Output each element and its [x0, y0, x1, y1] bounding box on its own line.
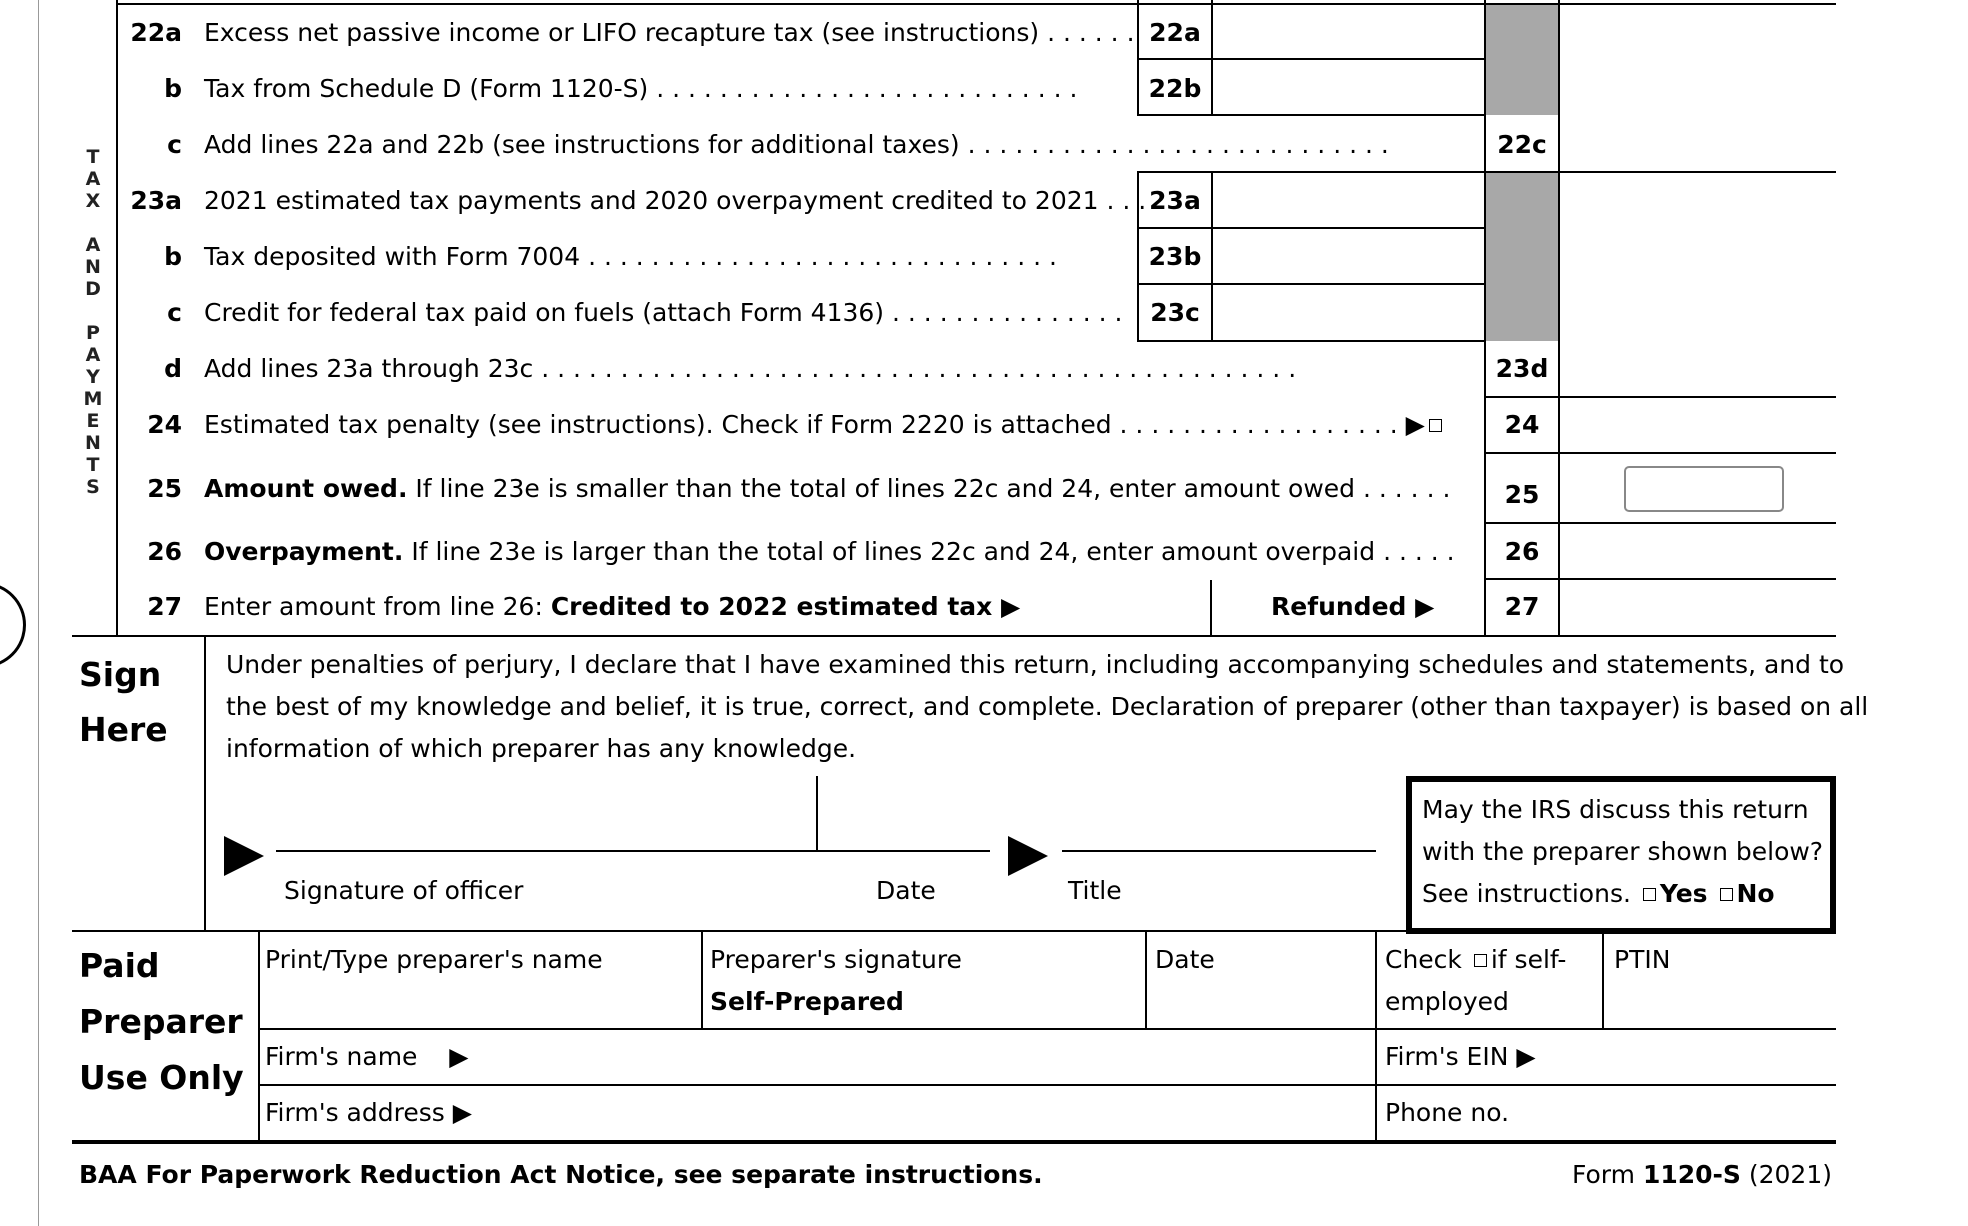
line-23c-text: Credit for federal tax paid on fuels (attach Form 4136) . . . . . . . . . . . . . . . — [204, 298, 1123, 327]
signature-line[interactable] — [276, 850, 990, 852]
firm-ein-label: Firm's EIN ▶ — [1385, 1042, 1536, 1071]
box-label-22a: 22a — [1149, 18, 1201, 47]
preparer-name-field[interactable] — [262, 980, 698, 1024]
box-label-23d: 23d — [1495, 354, 1549, 383]
line-23b-text: Tax deposited with Form 7004 . . . . . . . . . . . . . . . . . . . . . . . . . . . . . . — [204, 242, 1057, 271]
footer-form-id: Form 1120-S (2021) — [1572, 1160, 1832, 1189]
refunded-left-rule — [1210, 580, 1212, 636]
irs-discuss-line: See instructions. Yes No — [1422, 879, 1775, 908]
amount-field-23b[interactable] — [1213, 229, 1484, 282]
form-2220-checkbox[interactable] — [1429, 419, 1442, 432]
preparer-row-rule — [258, 1084, 1836, 1086]
line-number: c — [167, 130, 182, 159]
firm-name-label: Firm's name ▶ — [265, 1042, 469, 1071]
preparer-title-1: Paid — [79, 946, 160, 985]
amount-field-23d[interactable] — [1560, 342, 1836, 395]
amount-field-22c[interactable] — [1560, 116, 1836, 170]
preparer-row-rule — [258, 1028, 1836, 1030]
firm-address-field[interactable] — [480, 1088, 1370, 1136]
footer-baa-notice: BAA For Paperwork Reduction Act Notice, see separate instructions. — [79, 1160, 1043, 1189]
amount-field-23c[interactable] — [1213, 285, 1484, 339]
rule-23c — [1137, 340, 1486, 342]
sign-top-rule — [72, 635, 1836, 637]
preparer-col-rule — [701, 930, 703, 1030]
box-label-27: 27 — [1504, 592, 1540, 621]
amount-owed-input[interactable] — [1624, 466, 1784, 512]
sign-title-2: Here — [79, 710, 168, 749]
signature-label: Signature of officer — [284, 876, 524, 905]
declaration-line: information of which preparer has any knowledge. — [226, 734, 857, 763]
signature-arrow-icon — [222, 834, 266, 878]
box-label-23a: 23a — [1149, 186, 1201, 215]
tax-and-payments-label — [84, 146, 104, 498]
side-label-text: TAX AND PAYMENTS — [82, 146, 104, 498]
preparer-col-rule — [1145, 930, 1147, 1030]
title-label: Title — [1068, 876, 1122, 905]
phone-label: Phone no. — [1385, 1098, 1510, 1127]
ptin-label: PTIN — [1614, 945, 1671, 974]
preparer-signature-label: Preparer's signature — [710, 945, 962, 974]
rule-22c — [1486, 171, 1836, 173]
line-24-text: Estimated tax penalty (see instructions). Check if Form 2220 is attached . . . . . . . . . . . . . . . . . . ▶ — [204, 410, 1446, 440]
line-number: c — [167, 298, 182, 327]
amount-field-27[interactable] — [1560, 580, 1836, 635]
line-number: 25 — [147, 474, 182, 503]
line-number: 24 — [147, 410, 182, 439]
firm-name-field[interactable] — [480, 1032, 1370, 1080]
declaration-line: the best of my knowledge and belief, it is true, correct, and complete. Declaration of preparer (other than taxpayer) is based on all — [226, 692, 1869, 721]
box-label-24: 24 — [1504, 410, 1540, 439]
box-label-22c: 22c — [1497, 130, 1547, 159]
box-label-22b: 22b — [1148, 74, 1202, 103]
title-line[interactable] — [1062, 850, 1376, 852]
preparer-title-2: Preparer — [79, 1002, 243, 1041]
line-25-text: Amount owed. If line 23e is smaller than the total of lines 22c and 24, enter amount owed . . . . . . — [204, 474, 1451, 503]
binding-hole — [0, 582, 26, 668]
self-employed-label: employed — [1385, 987, 1509, 1016]
line-number: b — [164, 242, 182, 271]
preparer-top-rule — [72, 930, 1836, 932]
preparer-title-3: Use Only — [79, 1058, 244, 1097]
date-label: Date — [876, 876, 936, 905]
firm-address-label: Firm's address ▶ — [265, 1098, 472, 1127]
line-number: b — [164, 74, 182, 103]
line-22c-text: Add lines 22a and 22b (see instructions for additional taxes) . . . . . . . . . . . . . . . . . . . . . . . . . . . — [204, 130, 1389, 159]
amount-field-26[interactable] — [1560, 524, 1836, 577]
amount-field-24[interactable] — [1560, 398, 1836, 451]
line-27-text: Enter amount from line 26: Credited to 2022 estimated tax ▶ — [204, 592, 1021, 621]
shade-23 — [1486, 173, 1558, 341]
refunded-label: Refunded ▶ — [1271, 592, 1435, 621]
box-label-23c: 23c — [1150, 298, 1200, 327]
sign-title-1: Sign — [79, 655, 162, 694]
line-number: 22a — [130, 18, 182, 47]
self-employed-check: Check if self- — [1385, 945, 1567, 974]
preparer-col-rule — [1375, 930, 1377, 1140]
amount-field-22a[interactable] — [1213, 5, 1484, 57]
rule-24 — [1486, 452, 1836, 454]
line-26-text: Overpayment. If line 23e is larger than the total of lines 22c and 24, enter amount overpaid . . . . . — [204, 537, 1455, 566]
line-23d-text: Add lines 23a through 23c . . . . . . . . . . . . . . . . . . . . . . . . . . . . . . . . . . . . . . . . . . . . . . . . — [204, 354, 1297, 383]
line-number: 26 — [147, 537, 182, 566]
line-22a-text: Excess net passive income or LIFO recapture tax (see instructions) . . . . . . — [204, 18, 1135, 47]
irs-discuss-line: with the preparer shown below? — [1422, 837, 1824, 866]
line-22b-text: Tax from Schedule D (Form 1120-S) . . . . . . . . . . . . . . . . . . . . . . . . . . . — [204, 74, 1078, 103]
irs-discuss-line: May the IRS discuss this return — [1422, 795, 1809, 824]
preparer-date-label: Date — [1155, 945, 1215, 974]
amount-field-23a[interactable] — [1213, 173, 1484, 226]
title-arrow-icon — [1006, 834, 1050, 878]
declaration-line: Under penalties of perjury, I declare that I have examined this return, including accompanying schedules and statements, and to — [226, 650, 1845, 679]
date-divider — [816, 776, 818, 850]
preparer-col-rule — [1602, 930, 1604, 1030]
top-rule — [116, 3, 1836, 5]
self-employed-checkbox[interactable] — [1474, 954, 1487, 967]
preparer-signature-value: Self-Prepared — [710, 987, 904, 1016]
preparer-name-label: Print/Type preparer's name — [265, 945, 603, 974]
box-label-25: 25 — [1504, 480, 1540, 509]
amount-field-22b[interactable] — [1213, 60, 1484, 113]
box-label-23b: 23b — [1148, 242, 1202, 271]
box-label-26: 26 — [1504, 537, 1540, 566]
line-number: 27 — [147, 592, 182, 621]
line-number: d — [164, 354, 182, 383]
shade-22 — [1486, 5, 1558, 115]
page-left-edge — [38, 0, 39, 1226]
line-number: 23a — [130, 186, 182, 215]
sign-left-rule — [204, 636, 206, 930]
yes-checkbox[interactable] — [1643, 888, 1656, 901]
preparer-col-rule — [258, 930, 260, 1140]
rule-22b — [1137, 114, 1486, 116]
line-23a-text: 2021 estimated tax payments and 2020 overpayment credited to 2021 . . . — [204, 186, 1147, 215]
footer-rule — [72, 1140, 1836, 1144]
no-checkbox[interactable] — [1720, 888, 1733, 901]
